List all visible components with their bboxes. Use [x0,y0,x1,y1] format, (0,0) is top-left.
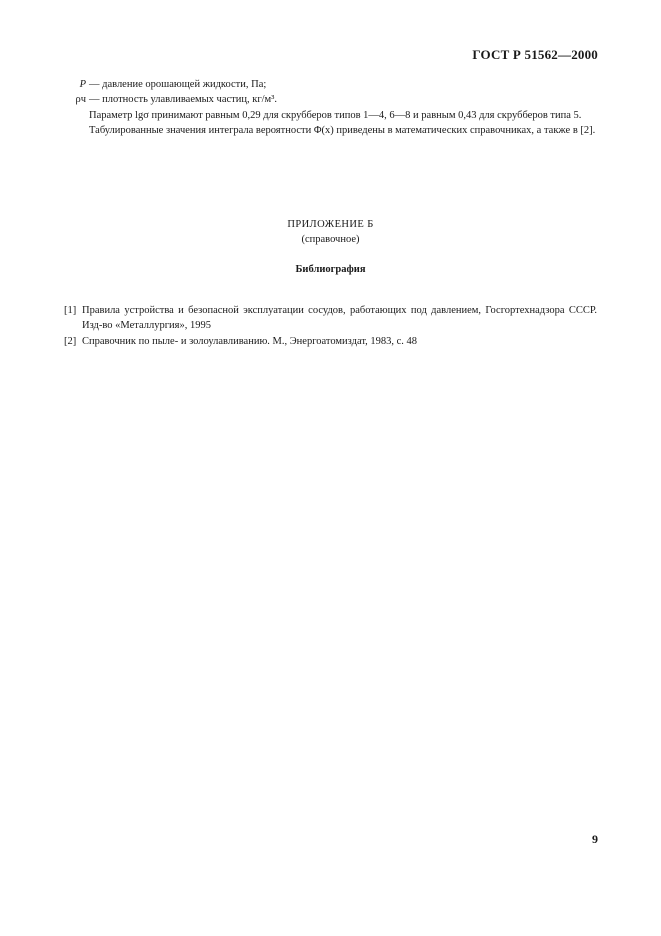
definition-text: — давление орошающей жидкости, Па; [89,79,267,90]
bibliography-entry [64,335,597,350]
symbol-definitions [64,78,597,107]
page-number: 9 [592,832,598,846]
bibliography-entry-number: [2] [64,336,77,347]
definition-text: — плотность улавливаемых частиц, кг/м³. [89,93,277,105]
bibliography-heading: Библиография [295,264,366,275]
definition-symbol: ρч [75,93,86,105]
bibliography-list [64,304,597,352]
bibliography-entry [64,304,597,333]
document-code-header: ГОСТ Р 51562—2000 [472,47,598,62]
appendix-heading [0,218,661,247]
bibliography-entry-text: Правила устройства и безопасной эксплуатации сосудов, работающих под давлением, Госгортехнадзора СССР. Изд-во «Металлургия», 1995 [82,305,597,331]
paragraph-lg-sigma: Параметр lgσ принимают равным 0,29 для скрубберов типов 1—4, 6—8 и равным 0,43 для скрубберов типа 5. [89,110,582,121]
definition-row [64,93,597,108]
definition-row [64,78,597,93]
definition-symbol: P [79,79,86,90]
paragraph-probability-integral: Табулированные значения интеграла вероятности Φ(x) приведены в математических справочниках, а также в [2]. [89,124,596,136]
bibliography-entry-number: [1] [64,305,77,316]
bibliography-entry-text: Справочник по пыле- и золоулавливанию. М., Энергоатомиздат, 1983, с. 48 [82,336,418,347]
appendix-title: ПРИЛОЖЕНИЕ Б [287,219,374,230]
main-text-block [64,78,597,138]
appendix-subtitle: (справочное) [301,233,360,245]
